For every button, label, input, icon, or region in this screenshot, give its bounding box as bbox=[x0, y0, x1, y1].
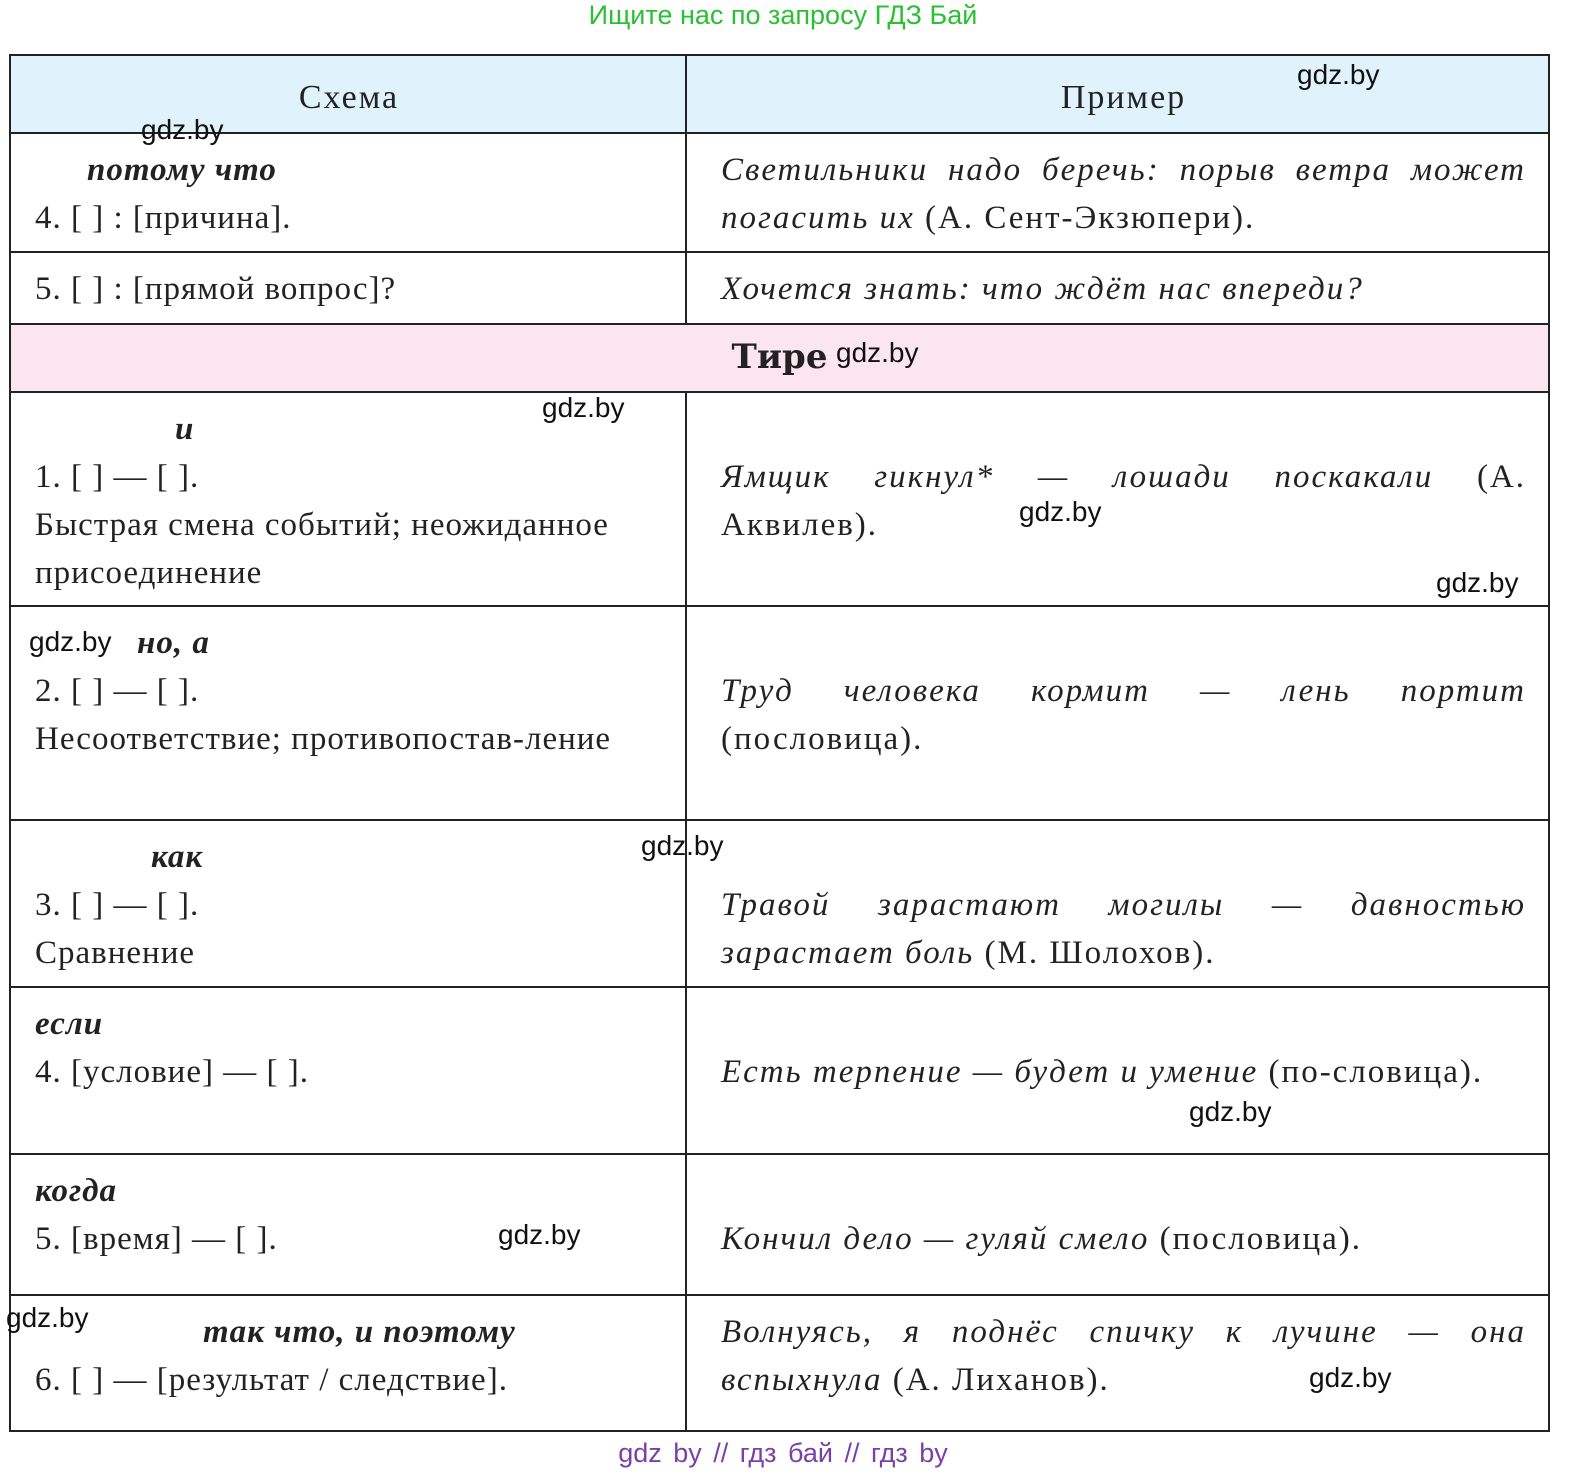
table-row bbox=[11, 251, 1548, 323]
watermark: gdz.by bbox=[498, 1219, 581, 1250]
table-row bbox=[11, 605, 1548, 819]
watermark: gdz.by bbox=[641, 830, 724, 861]
conjunction: как bbox=[151, 839, 204, 875]
conjunction: но, а bbox=[137, 625, 210, 661]
top-banner: Ищите нас по запросу ГДЗ Бай bbox=[588, 0, 978, 30]
example: Светильники надо беречь: порыв ветра может погасить их (А. Сент-Экзюпери). bbox=[721, 152, 1526, 236]
table-row bbox=[11, 132, 1548, 251]
watermark: gdz.by bbox=[1189, 1096, 1272, 1127]
conjunction: так что, и поэтому bbox=[203, 1314, 516, 1350]
scheme: 2. [ ] — [ ]. bbox=[35, 673, 200, 709]
scheme: 4. [условие] — [ ]. bbox=[35, 1054, 309, 1090]
watermark: gdz.by bbox=[1436, 567, 1519, 598]
conjunction: если bbox=[35, 1006, 104, 1042]
description: Сравнение bbox=[35, 935, 196, 971]
scheme: 3. [ ] — [ ]. bbox=[35, 887, 200, 923]
punctuation-table bbox=[9, 54, 1550, 1432]
example: Травой зарастают могилы — давностью зарастает боль (М. Шолохов). bbox=[721, 887, 1526, 971]
example: Кончил дело — гуляй смело (пословица). bbox=[721, 1221, 1363, 1257]
table-row bbox=[11, 986, 1548, 1153]
watermark: gdz.by bbox=[29, 626, 112, 657]
watermark: gdz.by bbox=[141, 114, 224, 145]
table-row bbox=[11, 391, 1548, 605]
scheme: 5. [время] — [ ]. bbox=[35, 1221, 278, 1257]
watermark: gdz.by bbox=[1297, 59, 1380, 90]
scheme: 5. [ ] : [прямой вопрос]? bbox=[35, 271, 397, 307]
conjunction: потому что bbox=[87, 152, 277, 188]
conjunction: когда bbox=[35, 1173, 118, 1209]
header-example: Пример bbox=[1060, 79, 1187, 116]
watermark: gdz.by bbox=[836, 337, 919, 368]
conjunction: и bbox=[175, 411, 195, 447]
description: Несоответствие; противопостав-ление bbox=[35, 721, 612, 757]
description: Быстрая смена событий; неожиданное присоединение bbox=[35, 507, 609, 591]
scheme: 4. [ ] : [причина]. bbox=[35, 200, 292, 236]
example: Ямщик гикнул* — лошади поскакали (А. Аквилев). bbox=[721, 459, 1527, 543]
example: Труд человека кормит — лень портит (пословица). bbox=[721, 673, 1526, 757]
watermark: gdz.by bbox=[6, 1302, 89, 1333]
header-scheme: Схема bbox=[11, 56, 687, 132]
example: Волнуясь, я поднёс спичку к лучине — она вспыхнула (А. Лиханов). bbox=[721, 1314, 1526, 1398]
example: Хочется знать: что ждёт нас впереди? bbox=[721, 271, 1364, 307]
example: Есть терпение — будет и умение (по-словица). bbox=[721, 1054, 1484, 1090]
scheme: 6. [ ] — [результат / следствие]. bbox=[35, 1362, 508, 1398]
table-row bbox=[11, 819, 1548, 986]
table-row bbox=[11, 1153, 1548, 1294]
watermark: gdz.by bbox=[1309, 1362, 1392, 1393]
watermark: gdz.by bbox=[542, 392, 625, 423]
watermark: gdz.by bbox=[1019, 496, 1102, 527]
scheme: 1. [ ] — [ ]. bbox=[35, 459, 200, 495]
section-title: Тире bbox=[11, 323, 1548, 391]
bottom-banner: gdz by // гдз бай // гдз by bbox=[618, 1438, 948, 1468]
